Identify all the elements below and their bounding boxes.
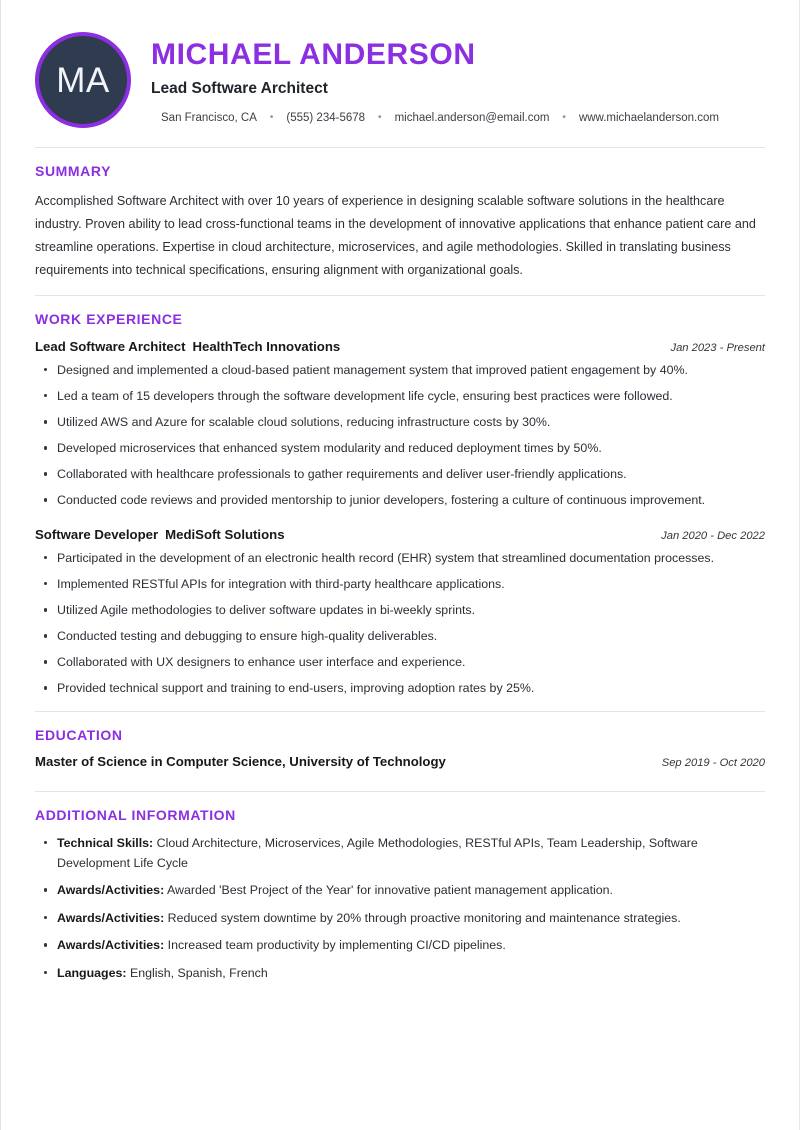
experience-entry [35,526,765,698]
info-value: Increased team productivity by implementing CI/CD pipelines. [167,938,506,953]
contact-website[interactable]: www.michaelanderson.com [578,111,719,124]
info-label: Awards/Activities: [57,883,165,898]
list-item [35,936,765,956]
list-item [35,909,765,929]
section-title-additional-information: ADDITIONAL INFORMATION [35,807,236,824]
info-label: Awards/Activities: [57,938,165,953]
info-value: Reduced system downtime by 20% through proactive monitoring and maintenance strategies. [167,910,681,925]
avatar [35,32,131,128]
experience-entry [35,338,765,510]
list-item: Led a team of 15 developers through the software development life cycle, ensuring best practices were followed. [35,387,765,406]
experience-dates: Jan 2020 - Dec 2022 [661,530,765,543]
contact-line [151,112,765,124]
experience-entry-header [35,338,765,356]
experience-company: HealthTech Innovations [192,339,341,355]
experience-entry-header [35,526,765,544]
education-dates: Sep 2019 - Oct 2020 [661,757,765,770]
page-title: MICHAEL ANDERSON [151,38,476,71]
contact-phone[interactable]: (555) 234-5678 [286,111,366,124]
info-label: Awards/Activities: [57,910,165,925]
section-work-experience [35,296,765,698]
section-education [35,712,765,769]
list-item: Collaborated with UX designers to enhance user interface and experience. [35,653,765,672]
resume-header [35,0,765,134]
info-value: Awarded 'Best Project of the Year' for innovative patient management application. [166,883,613,898]
list-item: Collaborated with healthcare professionals to gather requirements and deliver user-friendly applications. [35,465,765,484]
avatar-initials: MA [56,60,110,100]
contact-email[interactable]: michael.anderson@email.com [394,111,550,124]
list-item [35,881,765,901]
list-item: Provided technical support and training to end-users, improving adoption rates by 25%. [35,679,765,698]
experience-role: Lead Software Architect [35,339,186,355]
list-item: Participated in the development of an electronic health record (EHR) system that streamlined documentation processes. [35,549,765,568]
section-summary [35,148,765,282]
contact-separator-icon: • [269,111,274,123]
experience-role: Software Developer [35,527,159,543]
contact-location: San Francisco, CA [161,111,257,124]
experience-bullet-list [35,361,765,510]
experience-heading [35,526,285,544]
contact-separator-icon: • [562,111,566,123]
list-item: Conducted code reviews and provided mentorship to junior developers, fostering a culture of continuous improvement. [35,491,765,510]
info-label: Technical Skills: [57,836,154,851]
section-title-education: EDUCATION [35,727,123,744]
header-text-block [151,30,765,124]
summary-text: Accomplished Software Architect with over 10 years of experience in designing scalable software solutions in the healthcare industry. Proven ability to lead cross-functional teams in the development of innovative applications that enhance patient care and streamline operations. Expertise in cloud architecture, microservices, and agile methodologies. Skilled in translating business requirements into technical specifications, ensuring alignment with organizational goals. [35,194,756,278]
info-label: Languages: [57,966,127,981]
contact-separator-icon: • [378,111,382,123]
section-title-summary: SUMMARY [35,163,112,179]
list-item: Utilized AWS and Azure for scalable cloud solutions, reducing infrastructure costs by 30%. [35,413,765,432]
header-job-title: Lead Software Architect [151,80,328,97]
experience-dates: Jan 2023 - Present [670,342,765,355]
list-item: Utilized Agile methodologies to deliver software updates in bi-weekly sprints. [35,601,765,620]
experience-heading [35,338,340,356]
education-entry [35,754,765,769]
list-item: Conducted testing and debugging to ensure high-quality deliverables. [35,627,765,646]
education-degree: Master of Science in Computer Science, University of Technology [35,754,446,770]
additional-information-list [35,834,765,984]
experience-company: MediSoft Solutions [165,527,285,543]
section-additional-information [35,792,765,984]
experience-bullet-list [35,549,765,698]
list-item: Implemented RESTful APIs for integration with third-party healthcare applications. [35,575,765,594]
list-item: Developed microservices that enhanced system modularity and reduced deployment times by 50%. [35,439,765,458]
list-item [35,964,765,984]
info-value: English, Spanish, French [130,966,268,981]
section-title-work-experience: WORK EXPERIENCE [35,311,183,328]
info-value: Cloud Architecture, Microservices, Agile Methodologies, RESTful APIs, Team Leadership, Software Development Life Cycle [57,836,698,870]
list-item [35,834,765,873]
list-item: Designed and implemented a cloud-based patient management system that improved patient engagement by 40%. [35,361,765,380]
